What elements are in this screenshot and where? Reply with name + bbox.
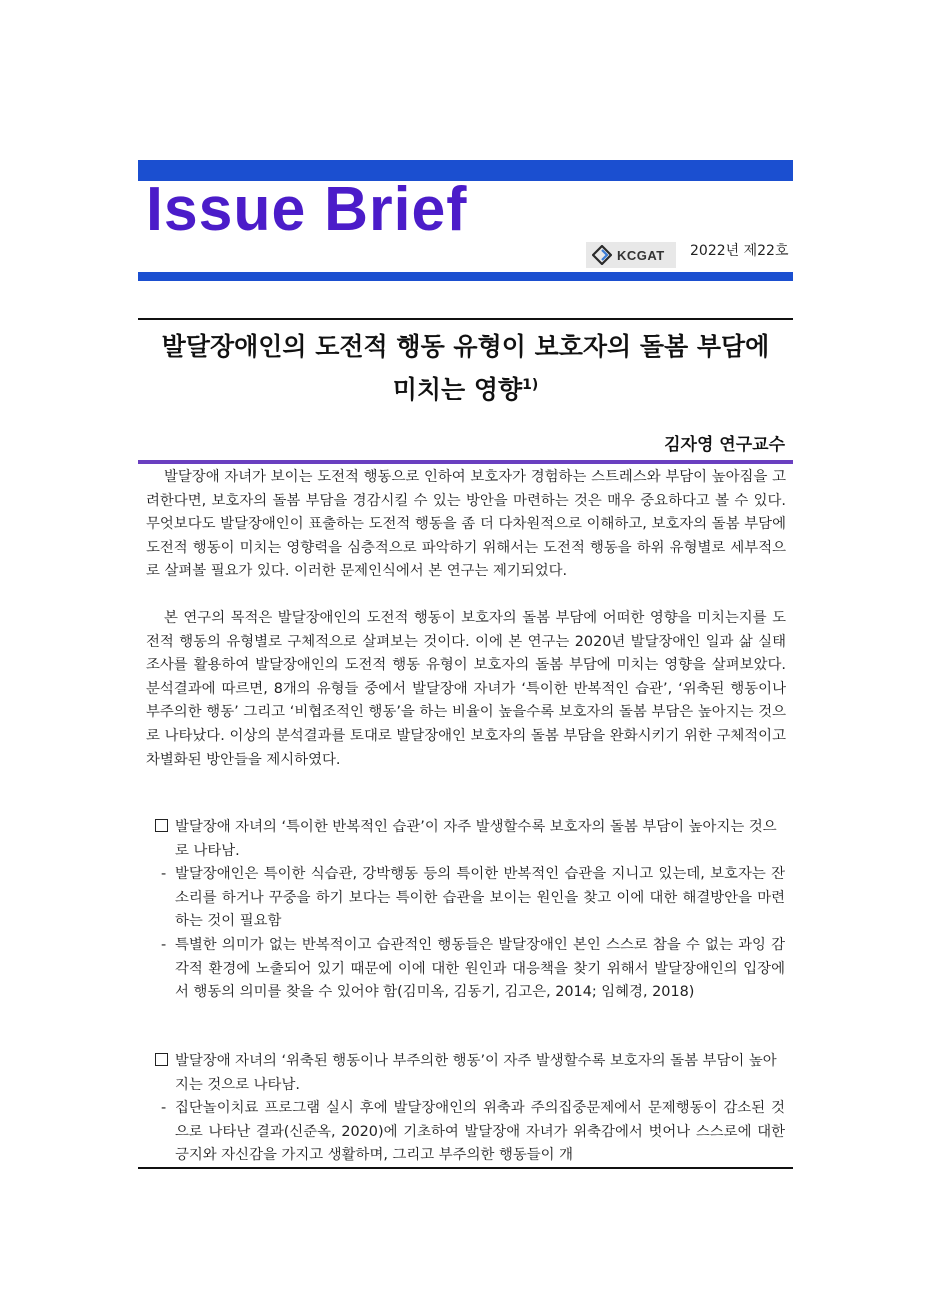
checkbox-square-icon	[155, 819, 168, 832]
checkbox-square-icon	[155, 1053, 168, 1066]
author-rule	[138, 460, 793, 464]
footnote-mark[interactable]: 1)	[522, 377, 539, 393]
finding-heading	[155, 816, 785, 863]
finding-section-1	[155, 816, 785, 1005]
finding-heading	[155, 1050, 785, 1097]
brief-title: Issue Brief	[146, 175, 468, 244]
abstract-paragraph-1: 발달장애 자녀가 보이는 도전적 행동으로 인하여 보호자가 경험하는 스트레스와 부담이 높아짐을 고려한다면, 보호자의 돌봄 부담을 경감시킬 수 있는 방안을 마련하는 것은 매우 중요하다고 볼 수 있다. 무엇보다도 발달장애인이 표출하는 도전적 행동을 좀 더 다차원적으로 이해하고, 보호자의 돌봄 부담에 도전적 행동이 미치는 영향력을 심층적으로 파악하기 위해서는 도전적 행동을 하위 유형별로 세부적으로 살펴볼 필요가 있다. 이러한 문제인식에서 본 연구는 제기되었다.	[146, 469, 786, 580]
dash-icon: -	[161, 1100, 167, 1117]
dash-icon: -	[161, 936, 167, 953]
article-title-line2-text: 미치는 영향	[392, 375, 523, 404]
dash-icon: -	[161, 866, 167, 883]
page-bottom-rule	[138, 1167, 793, 1169]
finding-bullet-text: 특별한 의미가 없는 반복적이고 습관적인 행동들은 발달장애인 본인 스스로 참을 수 없는 과잉 감각적 환경에 노출되어 있기 때문에 이에 대한 원인과 대응책을 찾기 위해서 발달장애인의 입장에서 행동의 의미를 찾을 수 있어야 함(김미옥, 김동기, 김고은, 2014; 임혜경, 2018)	[175, 936, 785, 1001]
header-bottom-bar	[138, 272, 793, 281]
issue-number: 2022년 제22호	[690, 243, 789, 259]
title-top-rule	[138, 318, 793, 320]
finding-bullet	[155, 863, 785, 934]
finding-heading-text: 발달장애 자녀의 ‘위축된 행동이나 부주의한 행동’이 자주 발생할수록 보호자의 돌봄 부담이 높아지는 것으로 나타남.	[175, 1053, 777, 1093]
finding-heading-text: 발달장애 자녀의 ‘특이한 반복적인 습관’이 자주 발생할수록 보호자의 돌봄 부담이 높아지는 것으로 나타남.	[175, 819, 777, 859]
author: 김자영 연구교수	[664, 435, 785, 455]
finding-bullet	[155, 934, 785, 1005]
finding-bullet-text: 집단놀이치료 프로그램 실시 후에 발달장애인의 위축과 주의집중문제에서 문제행동이 감소된 것으로 나타난 결과(신준옥, 2020)에 기초하여 발달장애 자녀가 위축감에서 벗어나 스스로에 대한 긍지와 자신감을 가지고 생활하며, 그리고 부주의한 행동들이 개	[175, 1100, 785, 1164]
article-title-line2	[138, 366, 793, 409]
logo-text: KCGAT	[617, 247, 665, 263]
kcgat-logo-icon	[592, 245, 612, 265]
article-title-line1: 발달장애인의 도전적 행동 유형이 보호자의 돌봄 부담에	[161, 332, 770, 361]
finding-bullet	[155, 1097, 785, 1168]
abstract-paragraph-2: 본 연구의 목적은 발달장애인의 도전적 행동이 보호자의 돌봄 부담에 어떠한 영향을 미치는지를 도전적 행동의 유형별로 구체적으로 살펴보는 것이다. 이에 본 연구는 2020년 발달장애인 일과 삶 실태조사를 활용하여 발달장애인의 도전적 행동 유형이 보호자의 돌봄 부담에 미치는 영향을 살펴보았다. 분석결과에 따르면, 8개의 유형들 중에서 발달장애 자녀가 ‘특이한 반복적인 습관’, ‘위축된 행동이나 부주의한 행동’ 그리고 ‘비협조적인 행동’을 하는 비율이 높을수록 보호자의 돌봄 부담은 높아지는 것으로 나타났다. 이상의 분석결과를 토대로 발달장애인 보호자의 돌봄 부담을 완화시키기 위한 구체적이고 차별화된 방안들을 제시하였다.	[146, 610, 786, 768]
kcgat-logo	[586, 242, 676, 268]
finding-section-2	[155, 1050, 785, 1168]
article-title	[138, 328, 793, 409]
finding-bullets	[155, 1097, 785, 1168]
finding-bullet-text: 발달장애인은 특이한 식습관, 강박행동 등의 특이한 반복적인 습관을 지니고 있는데, 보호자는 잔소리를 하거나 꾸중을 하기 보다는 특이한 습관을 보이는 원인을 찾고 이에 대한 해결방안을 마련하는 것이 필요함	[175, 866, 785, 930]
finding-bullets	[155, 863, 785, 1005]
